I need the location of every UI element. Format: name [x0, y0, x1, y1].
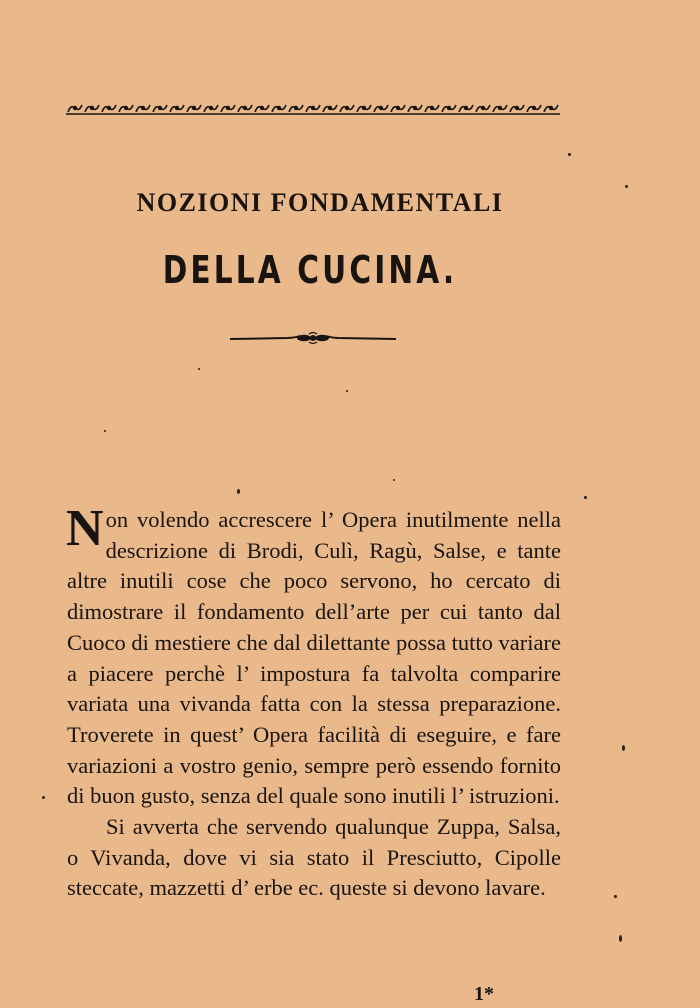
paper-speck	[346, 390, 348, 392]
paper-speck	[237, 489, 240, 494]
paper-speck	[625, 185, 628, 188]
paper-speck	[393, 479, 395, 481]
paper-speck	[622, 745, 625, 751]
body-text	[66, 500, 561, 904]
paragraph-1-text: on volendo accrescere l’ Opera inutilmente nella descrizione di Brodi, Culì, Ragù, Salse, e tante altre inutili cose che poco servono, ho cercato di dimostrare il fondamento dell’arte per cui tanto dal Cuoco di mestiere che dal dilettante possa tutto variare a piacere perchè l’ impostura fa talvolta comparire variata una vivanda fatta con la stessa preparazione. Troverete in quest’ Opera facilità di eseguire, e fare variazioni a vostro genio, sempre però essendo fornito di buon gusto, senza del quale sono inutili l’ istruzioni.	[67, 507, 561, 809]
paper-speck	[568, 153, 571, 156]
flourish-divider	[228, 331, 398, 345]
paper-speck	[614, 895, 617, 898]
paper-speck	[584, 496, 587, 499]
paper-speck	[619, 935, 622, 942]
paper-speck	[104, 430, 106, 432]
page-subtitle: DELLA CUCINA.	[162, 248, 458, 292]
paper-speck	[42, 796, 45, 799]
paragraph-1	[66, 500, 561, 812]
page-title: NOZIONI FONDAMENTALI	[136, 188, 504, 217]
paper-speck	[198, 368, 200, 370]
drop-cap: N	[66, 500, 104, 557]
signature-mark: 1*	[474, 983, 494, 1005]
decorative-ornament-band	[66, 103, 560, 115]
paragraph-2: Si avverta che servendo qualunque Zuppa, Salsa, o Vivanda, dove vi sia stato il Presciutto, Cipolle steccate, mazzetti d’ erbe ec. queste si devono lavare.	[67, 814, 561, 901]
